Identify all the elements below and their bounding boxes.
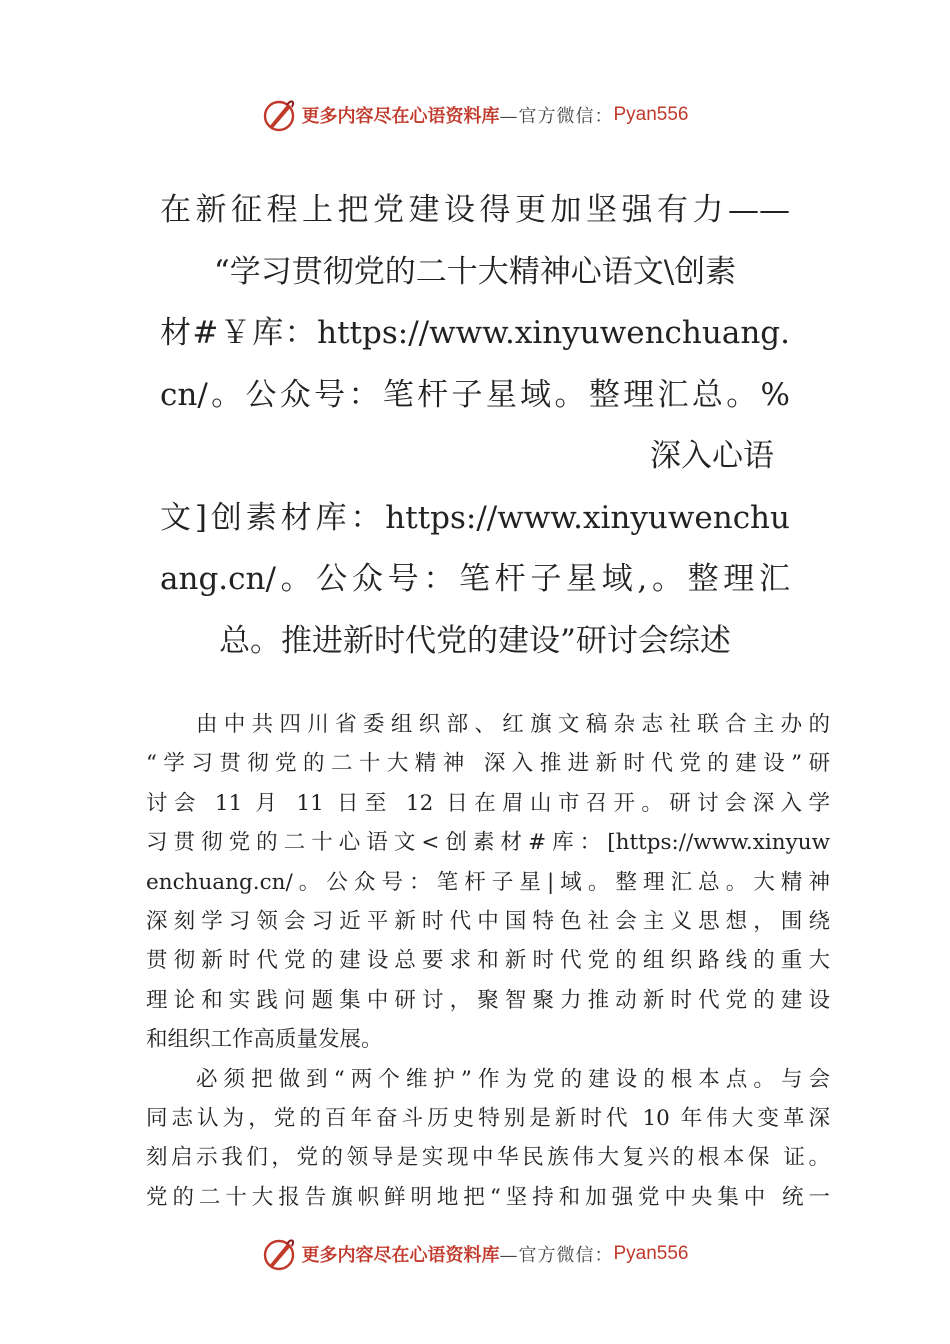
banner-site-name: 更多内容尽在心语资料库 [301, 106, 500, 127]
body-line: 习贯彻党的二十心语文<创素材#库：[https://www.xinyuw [146, 830, 830, 856]
banner-wechat-id: Pyan556 [613, 104, 689, 125]
banner-site-name: 更多内容尽在心语资料库 [301, 1245, 500, 1266]
body-line: 由中共四川省委组织部、红旗文稿杂志社联合主办的 [196, 712, 830, 737]
body-line: 同志认为，党的百年奋斗历史特别是新时代 10 年伟大变革深 [146, 1106, 830, 1132]
quill-logo-icon [261, 1236, 297, 1272]
body-line: enchuang.cn/。公众号：笔杆子星|域。整理汇总。大精神 [146, 869, 830, 895]
title-line: ang.cn/。公众号：笔杆子星域,。整理汇 [160, 561, 790, 597]
document-title [160, 180, 790, 672]
title-line: 总。推进新时代党的建设”研讨会综述 [219, 622, 731, 659]
body-line: 党的二十大报告旗帜鲜明地把“坚持和加强党中央集中 统一 [146, 1184, 830, 1210]
title-line: 文]创素材库：https://www.xinyuwenchu [160, 499, 790, 536]
banner-wechat-label: —官方微信： [499, 1245, 614, 1266]
body-line: 和组织工作高质量发展。 [146, 1027, 383, 1053]
body-line: 深刻学习领会习近平新时代中国特色社会主义思想，围绕 [146, 909, 830, 935]
watermark-banner-bottom [0, 1234, 950, 1274]
title-line: 深入心语 [650, 438, 774, 474]
body-line: 理论和实践问题集中研讨，聚智聚力推动新时代党的建设 [146, 987, 830, 1013]
title-line: cn/。公众号：笔杆子星域。整理汇总。% [160, 376, 790, 413]
title-line: 在新征程上把党建设得更加坚强有力—— [160, 192, 790, 228]
watermark-banner-top [0, 95, 950, 135]
banner-wechat-id: Pyan556 [613, 1243, 689, 1264]
banner-wechat-label: —官方微信： [499, 106, 614, 127]
quill-logo-icon [261, 97, 297, 133]
title-line: 材#￥库：https://www.xinyuwenchuang. [160, 315, 790, 351]
body-line: 讨会 11 月 11 日至 12 日在眉山市召开。研讨会深入学 [146, 790, 830, 816]
body-line: 刻启示我们，党的领导是实现中华民族伟大复兴的根本保 证。 [146, 1145, 830, 1171]
body-line: 必须把做到“两个维护”作为党的建设的根本点。与会 [196, 1066, 830, 1092]
document-body [146, 705, 830, 1217]
body-line: 贯彻新时代党的建设总要求和新时代党的组织路线的重大 [146, 948, 830, 974]
title-line: “学习贯彻党的二十大精神心语文\创素 [213, 253, 737, 290]
body-line: “学习贯彻党的二十大精神 深入推进新时代党的建设”研 [146, 751, 830, 777]
